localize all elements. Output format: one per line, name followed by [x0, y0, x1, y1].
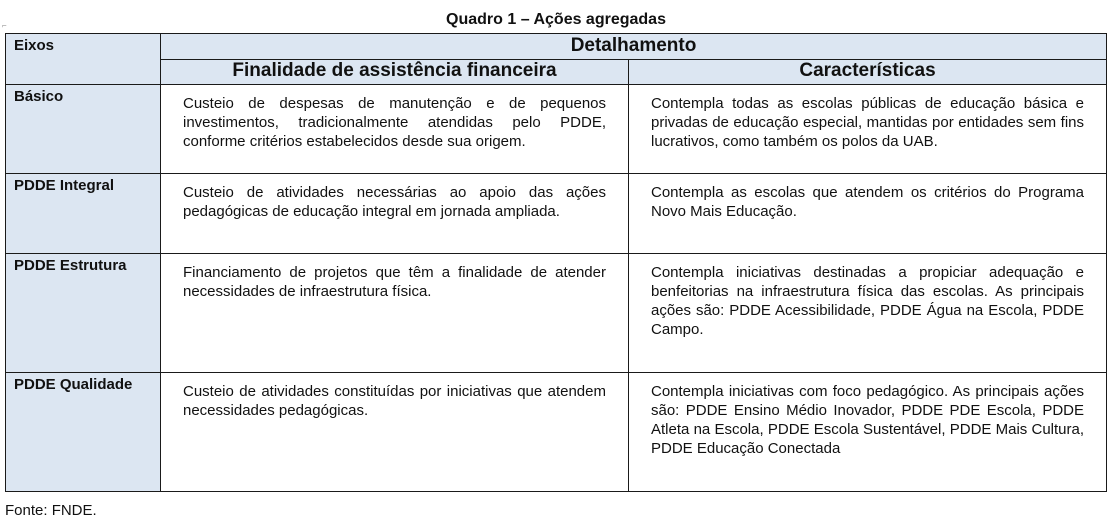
finalidade-cell: Custeio de atividades necessárias ao apoio das ações pedagógicas de educação integral em jornada ampliada. — [161, 174, 629, 254]
eixo-cell: Básico — [6, 85, 161, 174]
table-row — [6, 174, 1107, 254]
header-finalidade: Finalidade de assistência financeira — [161, 60, 629, 85]
eixo-cell: PDDE Qualidade — [6, 373, 161, 492]
header-detalhamento: Detalhamento — [161, 34, 1107, 60]
table-title: Quadro 1 – Ações agregadas — [446, 11, 666, 28]
finalidade-cell: Custeio de atividades constituídas por iniciativas que atendem necessidades pedagógicas. — [161, 373, 629, 492]
table-row — [6, 85, 1107, 174]
table-row — [6, 254, 1107, 373]
eixo-cell: PDDE Integral — [6, 174, 161, 254]
table-row — [6, 373, 1107, 492]
finalidade-cell: Custeio de despesas de manutenção e de pequenos investimentos, tradicionalmente atendidas pelo PDDE, conforme critérios estabelecidos desde sua origem. — [161, 85, 629, 174]
header-caracteristicas: Características — [629, 60, 1107, 85]
header-eixos: Eixos — [6, 34, 161, 85]
header-row-1 — [6, 34, 1107, 60]
corner-mark: ⌐ — [2, 21, 7, 30]
caracteristicas-cell: Contempla iniciativas destinadas a propiciar adequação e benfeitorias na infraestrutura física das escolas. As principais ações são: PDDE Acessibilidade, PDDE Água na Escola, PDDE Campo. — [629, 254, 1107, 373]
header-row-2 — [6, 60, 1107, 85]
source-note: Fonte: FNDE. — [5, 502, 97, 519]
caracteristicas-cell: Contempla as escolas que atendem os critérios do Programa Novo Mais Educação. — [629, 174, 1107, 254]
acoes-agregadas-table — [5, 33, 1107, 492]
eixo-cell: PDDE Estrutura — [6, 254, 161, 373]
finalidade-cell: Financiamento de projetos que têm a finalidade de atender necessidades de infraestrutura física. — [161, 254, 629, 373]
caracteristicas-cell: Contempla iniciativas com foco pedagógico. As principais ações são: PDDE Ensino Médio Inovador, PDDE PDE Escola, PDDE Atleta na Escola, PDDE Escola Sustentável, PDDE Mais Cultura, PDDE Educação Conectada — [629, 373, 1107, 492]
caracteristicas-cell: Contempla todas as escolas públicas de educação básica e privadas de educação especial, mantidas por entidades sem fins lucrativos, como também os polos da UAB. — [629, 85, 1107, 174]
